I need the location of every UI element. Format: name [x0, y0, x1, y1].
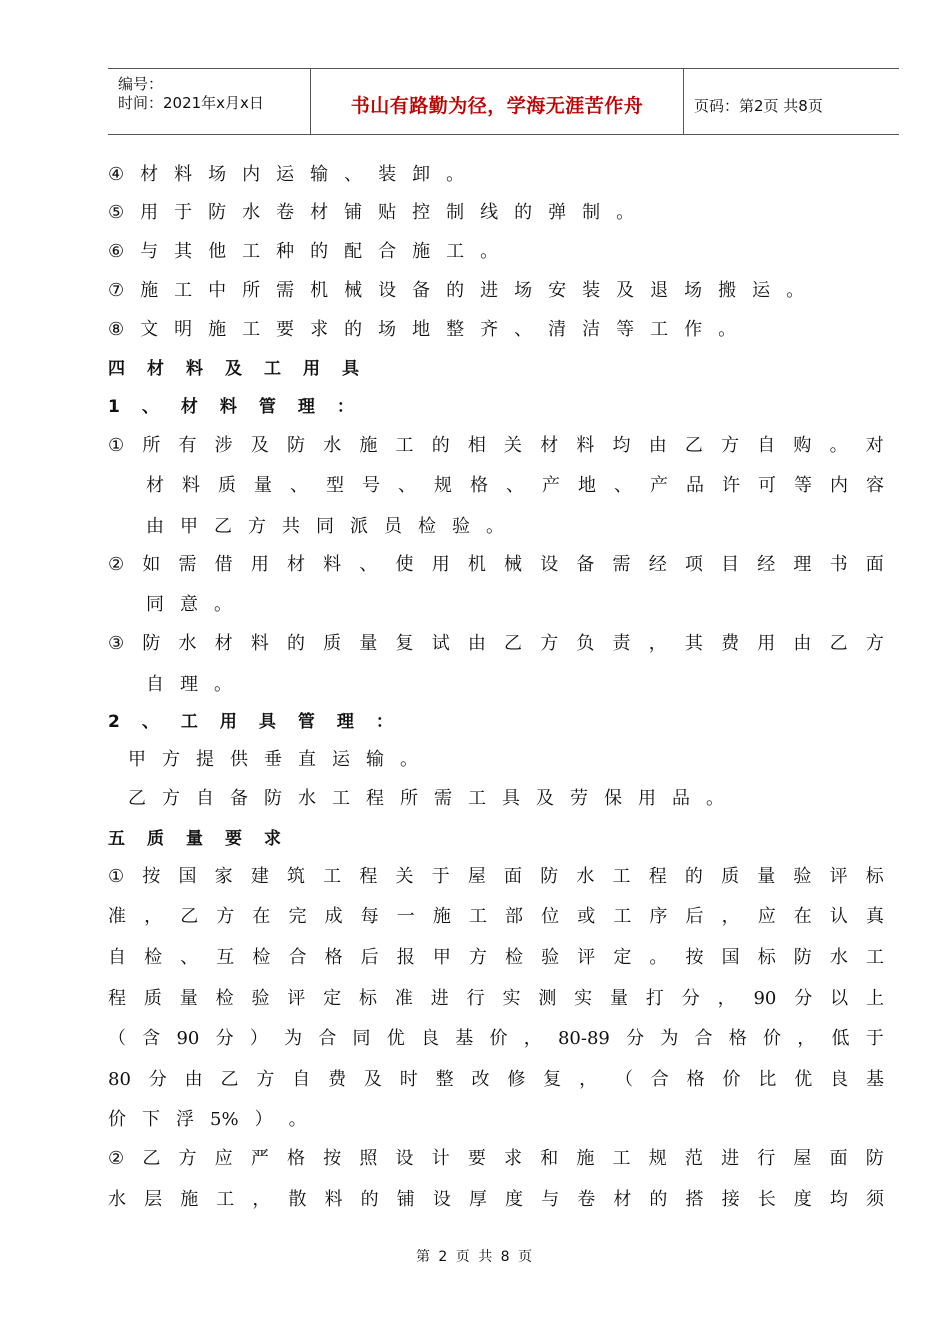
body-line: ② 乙 方 应 严 格 按 照 设 计 要 求 和 施 工 规 范 进 行 屋 面 防: [108, 1148, 884, 1169]
page-footer: 第 2 页 共 8 页: [415, 1249, 535, 1265]
page-number-label: 页码：第2页 共8页: [694, 97, 823, 115]
document-header: [108, 68, 899, 135]
header-page-cell: [684, 69, 899, 134]
body-line: ② 如 需 借 用 材 料 、 使 用 机 械 设 备 需 经 项 目 经 理 书 面: [108, 554, 884, 575]
body-line: 甲 方 提 供 垂 直 运 输 。: [128, 749, 418, 770]
body-line: 四 材 料 及 工 用 具: [108, 359, 359, 379]
body-line: 1 、 材 料 管 理 ：: [108, 397, 354, 417]
body-line: 自 理 。: [146, 674, 232, 695]
body-line: ⑦ 施 工 中 所 需 机 械 设 备 的 进 场 安 装 及 退 场 搬 运 。: [108, 280, 805, 301]
body-line: ① 按 国 家 建 筑 工 程 关 于 屋 面 防 水 工 程 的 质 量 验 评 标: [108, 866, 884, 887]
body-line: 程 质 量 检 验 评 定 标 准 进 行 实 测 实 量 打 分 ， 90 分 以 上: [108, 988, 884, 1009]
body-line: （ 含 90 分 ） 为 合 同 优 良 基 价 ， 80-89 分 为 合 格 价 ， 低 于: [108, 1028, 884, 1049]
motto-text: 书山有路勤为径，学海无涯苦作舟: [350, 95, 644, 117]
time-label: 时间：2021年x月x日: [118, 94, 264, 112]
body-line: 同 意 。: [146, 594, 232, 615]
body-line: 材 料 质 量 、 型 号 、 规 格 、 产 地 、 产 品 许 可 等 内 容: [146, 475, 884, 496]
body-line: 价 下 浮 5% ） 。: [108, 1109, 307, 1130]
number-label: 编号：: [118, 75, 164, 93]
body-line: ⑧ 文 明 施 工 要 求 的 场 地 整 齐 、 清 洁 等 工 作 。: [108, 319, 737, 340]
body-line: 自 检 、 互 检 合 格 后 报 甲 方 检 验 评 定 。 按 国 标 防 水 工: [108, 947, 884, 968]
header-motto-cell: [310, 69, 684, 134]
body-line: 80 分 由 乙 方 自 费 及 时 整 改 修 复 ， （ 合 格 价 比 优 良 基: [108, 1069, 884, 1090]
body-line: ④ 材 料 场 内 运 输 、 装 卸 。: [108, 164, 465, 185]
body-line: 2 、 工 用 具 管 理 ：: [108, 712, 393, 732]
body-line: 由 甲 乙 方 共 同 派 员 检 验 。: [146, 516, 504, 537]
body-line: 准 ， 乙 方 在 完 成 每 一 施 工 部 位 或 工 序 后 ， 应 在 认 真: [108, 906, 884, 927]
body-line: ⑥ 与 其 他 工 种 的 配 合 施 工 。: [108, 241, 499, 262]
body-line: 乙 方 自 备 防 水 工 程 所 需 工 具 及 劳 保 用 品 。: [128, 788, 724, 809]
body-line: ③ 防 水 材 料 的 质 量 复 试 由 乙 方 负 责 ， 其 费 用 由 乙 方: [108, 633, 884, 654]
body-line: ⑤ 用 于 防 水 卷 材 铺 贴 控 制 线 的 弹 制 。: [108, 202, 635, 223]
body-line: ① 所 有 涉 及 防 水 施 工 的 相 关 材 料 均 由 乙 方 自 购 。 对: [108, 435, 884, 456]
header-info-cell: [108, 69, 310, 134]
body-line: 水 层 施 工 ， 散 料 的 铺 设 厚 度 与 卷 材 的 搭 接 长 度 均 须: [108, 1189, 884, 1210]
body-line: 五 质 量 要 求: [108, 829, 281, 849]
